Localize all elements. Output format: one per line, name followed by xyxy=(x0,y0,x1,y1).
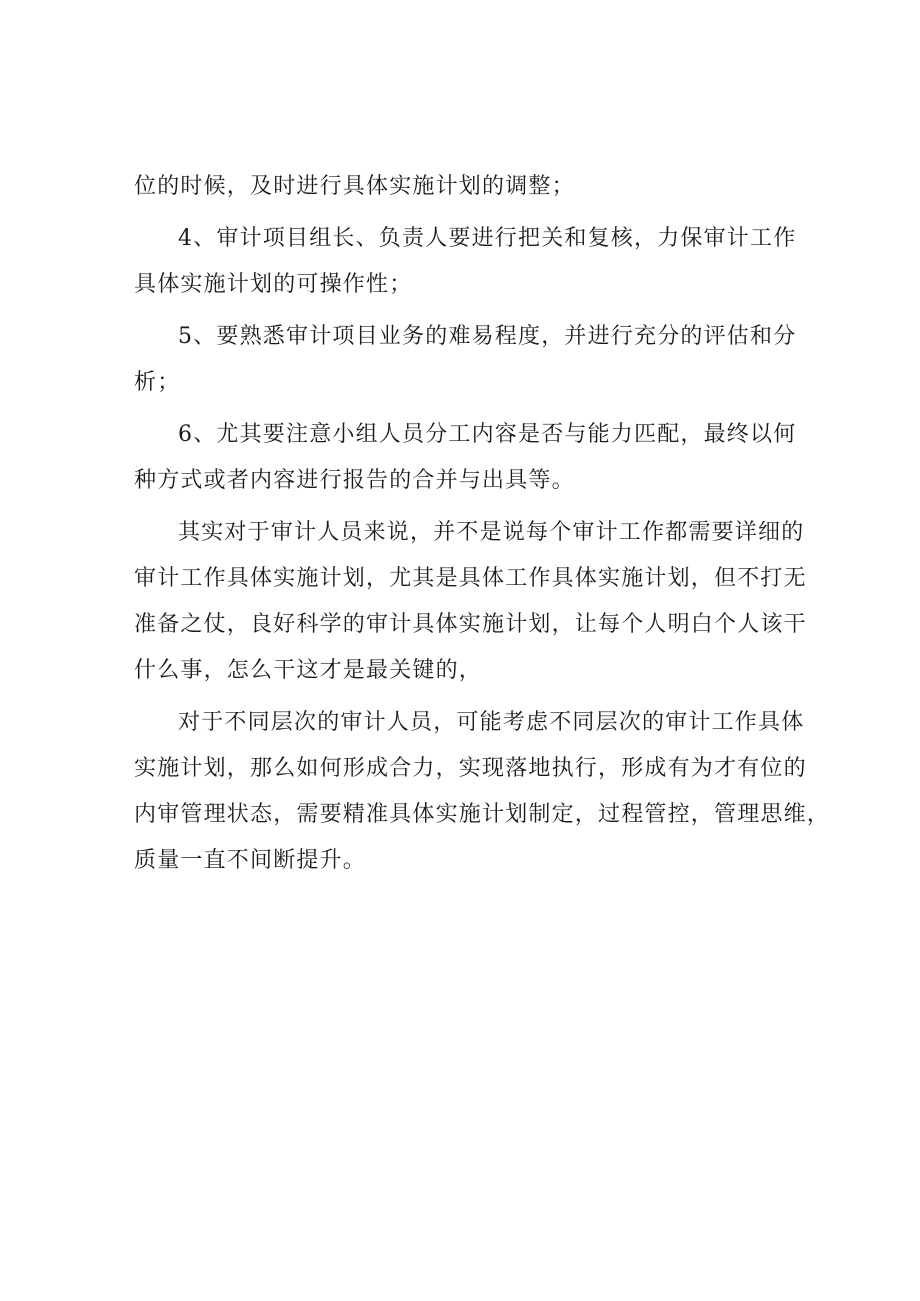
text-line: 具体实施计划的可操作性； xyxy=(134,272,413,297)
text-line: 审计工作具体实施计划，尤其是具体工作具体实施计划，但不打无 xyxy=(134,566,807,591)
text-line: 质量一直不间断提升。 xyxy=(134,848,367,873)
text-line: 种方式或者内容进行报告的合并与出具等。 xyxy=(134,468,575,493)
text-line: 5、要熟悉审计项目业务的难易程度，并进行充分的评估和分 xyxy=(178,324,797,349)
text-line: 什么事，怎么干这才是最关键的， xyxy=(134,658,483,683)
text-line: 内审管理状态，需要精准具体实施计划制定，过程管控，管理思维， xyxy=(134,802,831,827)
text-line: 6、尤其要注意小组人员分工内容是否与能力匹配，最终以何 xyxy=(178,422,797,447)
text-line: 其实对于审计人员来说，并不是说每个审计工作都需要详细的 xyxy=(178,520,805,545)
document-body xyxy=(134,164,831,884)
text-line: 对于不同层次的审计人员，可能考虑不同层次的审计工作具体 xyxy=(178,710,805,735)
text-line: 实施计划，那么如何形成合力，实现落地执行，形成有为才有位的 xyxy=(134,756,807,781)
text-line: 析； xyxy=(134,370,181,395)
text-line: 位的时候，及时进行具体实施计划的调整； xyxy=(134,174,575,199)
text-line: 4、审计项目组长、负责人要进行把关和复核，力保审计工作 xyxy=(178,226,797,251)
text-line: 准备之仗，良好科学的审计具体实施计划，让每个人明白个人该干 xyxy=(134,612,807,637)
